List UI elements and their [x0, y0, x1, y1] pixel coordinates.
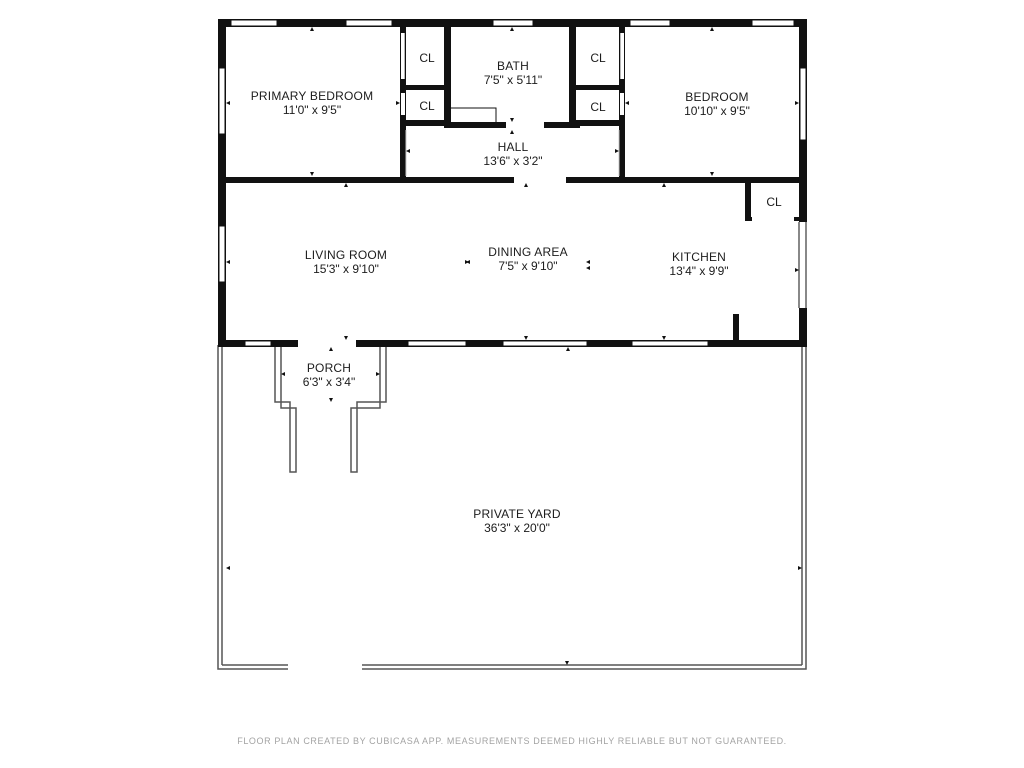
room-living-room [305, 248, 387, 276]
room-porch [303, 361, 355, 389]
room-dimensions: 13'4" x 9'9" [669, 264, 729, 278]
room-dimensions: 7'5" x 5'11" [483, 73, 543, 87]
room-name: PORCH [306, 361, 352, 375]
room-hall [483, 140, 542, 168]
room-dining-area [488, 245, 568, 273]
porch-door-gap [298, 339, 356, 348]
closet-label-kitchen: CL [766, 195, 782, 209]
room-name: LIVING ROOM [304, 248, 388, 262]
closet-label-primary-upper: CL [419, 51, 435, 65]
room-bath [484, 59, 542, 87]
room-bedroom [684, 90, 750, 118]
room-name: BATH [497, 59, 529, 73]
room-name: HALL [497, 140, 529, 154]
room-name: PRIVATE YARD [473, 507, 561, 521]
room-dimensions: 15'3" x 9'10" [313, 262, 379, 276]
room-dimensions: 6'3" x 3'4" [302, 375, 356, 389]
room-name: BEDROOM [685, 90, 749, 104]
room-dimensions: 36'3" x 20'0" [484, 521, 550, 535]
room-name: KITCHEN [671, 250, 727, 264]
room-name: DINING AREA [488, 245, 568, 259]
closet-label-bedroom-lower: CL [590, 100, 606, 114]
room-dimensions: 10'10" x 9'5" [684, 104, 750, 118]
room-private-yard [473, 507, 561, 535]
room-dimensions: 7'5" x 9'10" [498, 259, 558, 273]
room-dimensions: 13'6" x 3'2" [483, 154, 543, 168]
bath-fixture [451, 108, 496, 122]
closet-label-primary-lower: CL [419, 99, 435, 113]
room-primary-bedroom [251, 89, 374, 117]
room-dimensions: 11'0" x 9'5" [282, 103, 342, 117]
room-kitchen [669, 250, 728, 278]
room-name: PRIMARY BEDROOM [250, 89, 374, 103]
closet-label-bedroom-upper: CL [590, 51, 606, 65]
disclaimer-text: FLOOR PLAN CREATED BY CUBICASA APP. MEASUREMENTS DEEMED HIGHLY RELIABLE BUT NOT GUARANTEED. [237, 736, 787, 746]
